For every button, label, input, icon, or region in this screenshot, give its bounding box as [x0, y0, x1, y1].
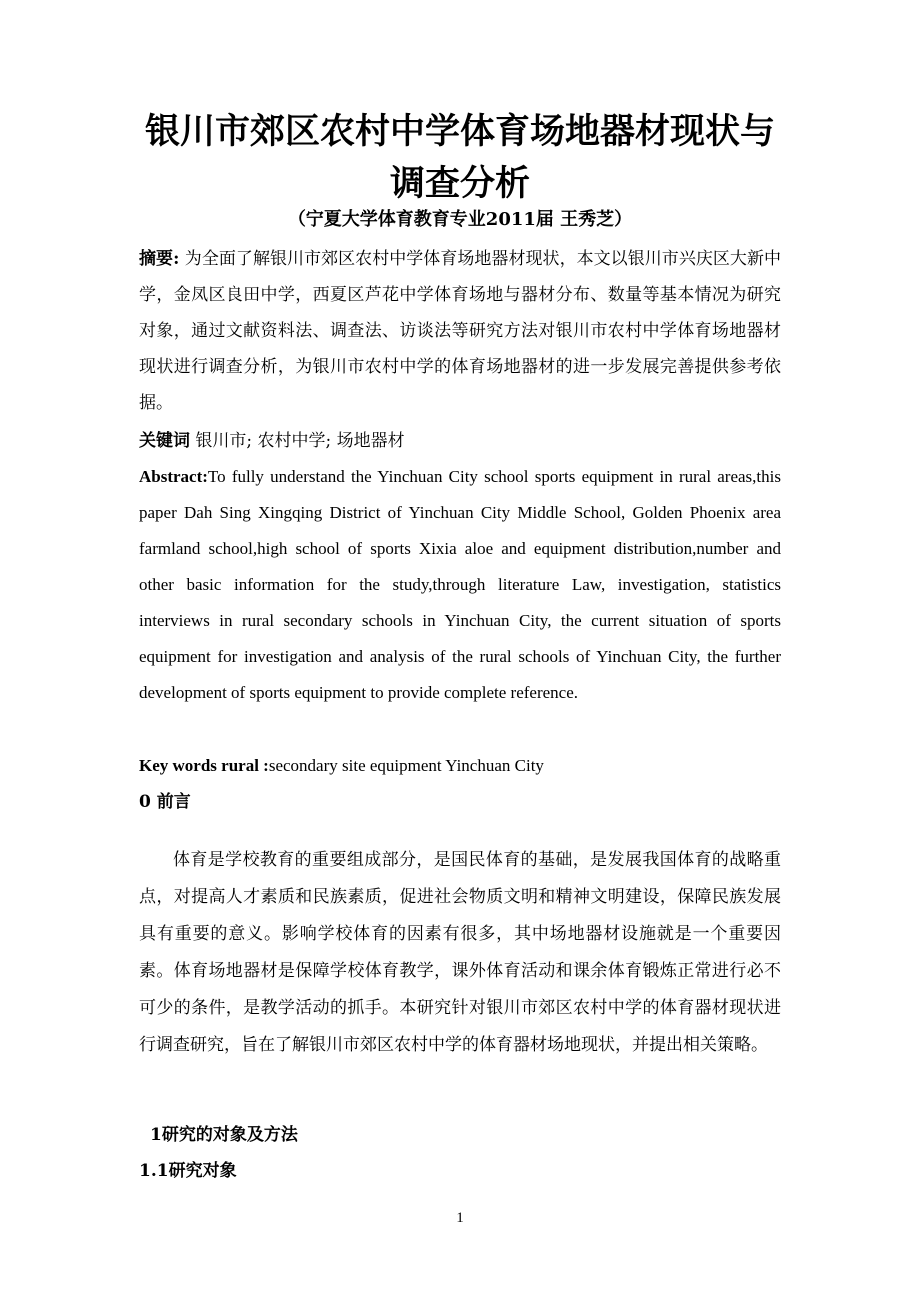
section-heading-1-1: 1.1研究对象 — [139, 1161, 237, 1181]
abstract-en-text: To fully understand the Yinchuan City school sports equipment in rural areas,this paper Dah Sing Xingqing District of Yinchuan City Middle School, Golden Phoenix area farmland school,high school of sports Xixia aloe and equipment distribution,number and other basic information for the study,through literature Law, investigation, statistics interviews in rural secondary schools in Yinchuan City, the current situation of sports equipment for investigation and analysis of the rural schools of Yinchuan City, the further development of sports equipment to provide complete reference. — [139, 467, 781, 702]
abstract-cn — [139, 241, 781, 421]
abstract-cn-label: 摘要: — [139, 249, 180, 269]
section-heading-0: 0 前言 — [139, 792, 191, 812]
keywords-cn — [139, 423, 781, 459]
abstract-en — [139, 459, 781, 711]
keywords-en-label: Key words rural : — [139, 756, 269, 775]
abstract-en-label: Abstract: — [139, 467, 208, 486]
keywords-en — [139, 748, 781, 784]
keywords-cn-text: 银川市; 农村中学; 场地器材 — [190, 431, 405, 451]
title-line-2: 调查分析 — [389, 164, 530, 204]
keywords-cn-label: 关键词 — [139, 431, 190, 451]
section-heading-1: 1研究的对象及方法 — [150, 1125, 298, 1145]
intro-paragraph: 体育是学校教育的重要组成部分，是国民体育的基础，是发展我国体育的战略重点，对提高人才素质和民族素质，促进社会物质文明和精神文明建设，保障民族发展具有重要的意义。影响学校体育的因素有很多，其中场地器材设施就是一个重要因素。体育场地器材是保障学校体育教学，课外体育活动和课余体育锻炼正常进行必不可少的条件，是教学活动的抓手。本研究针对银川市郊区农村中学的体育器材现状进行调查研究，旨在了解银川市郊区农村中学的体育器材场地现状，并提出相关策略。 — [139, 850, 781, 1055]
keywords-en-text: secondary site equipment Yinchuan City — [268, 756, 544, 775]
title-line-1: 银川市郊区农村中学体育场地器材现状与 — [144, 112, 775, 152]
page-number: 1 — [456, 1210, 464, 1226]
author-line: （宁夏大学体育教育专业2011届 王秀芝） — [287, 209, 633, 230]
abstract-cn-text: 为全面了解银川市郊区农村中学体育场地器材现状，本文以银川市兴庆区大新中学，金凤区良田中学，西夏区芦花中学体育场地与器材分布、数量等基本情况为研究对象，通过文献资料法、调查法、访谈法等研究方法对银川市农村中学体育场地器材现状进行调查分析，为银川市农村中学的体育场地器材的进一步发展完善提供参考依据。 — [139, 249, 782, 413]
